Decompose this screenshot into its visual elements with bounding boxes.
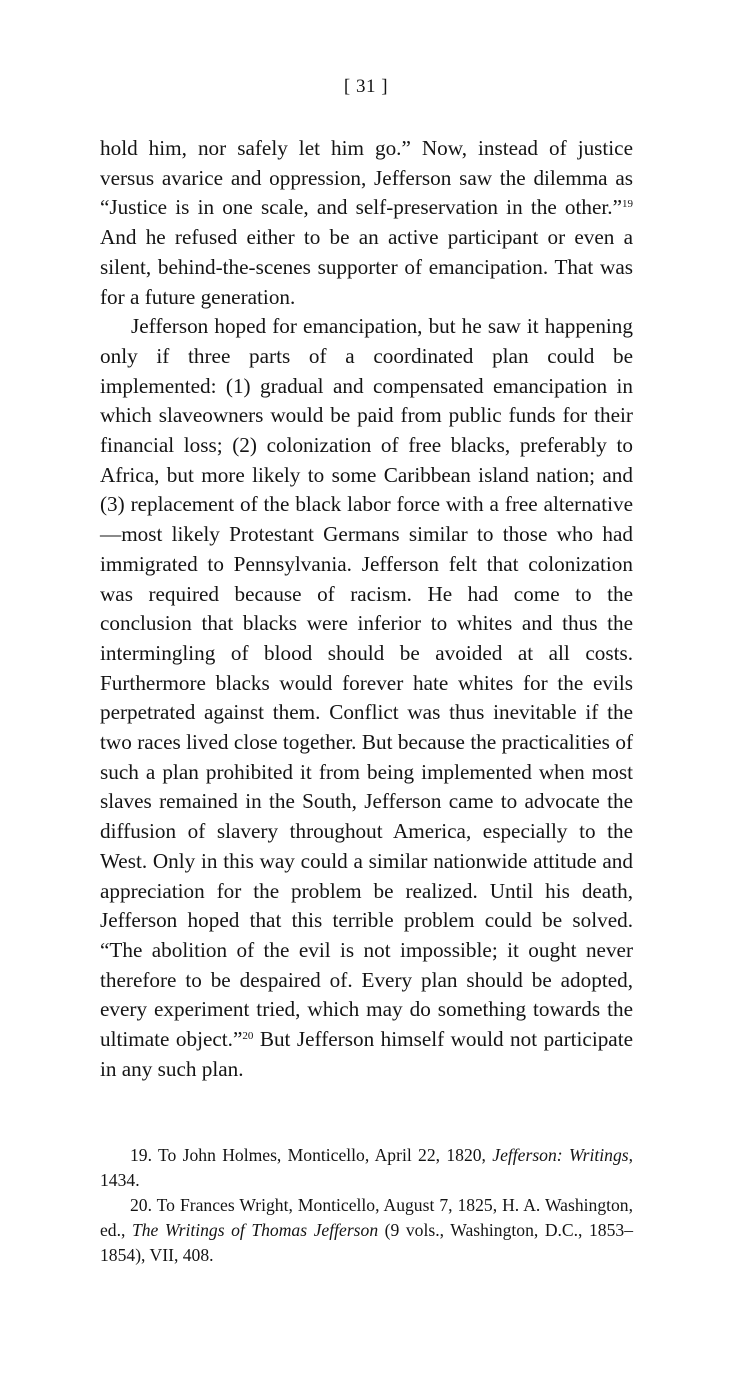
- paragraph-2: [100, 312, 633, 1084]
- paragraph-1-text-b: And he refused either to be an active participant or even a silent, behind-the-scenes supporter of emancipation. That was for a future generation.: [100, 225, 633, 309]
- page-number: [ 31 ]: [343, 76, 389, 97]
- body-text: [100, 134, 633, 1085]
- footnotes: [100, 1143, 633, 1268]
- paragraph-2-text-b: But Jefferson himself would not participate in any such plan.: [100, 1027, 633, 1081]
- footnote-19-lead: 19. To John Holmes, Monticello, April 22, 1820,: [130, 1145, 493, 1165]
- footnote-19-tail: , 1434.: [100, 1145, 633, 1190]
- paragraph-1: [100, 134, 633, 312]
- footnote-20: [100, 1193, 633, 1268]
- footnote-20-lead: 20. To Frances Wright, Monticello, August 7, 1825, H. A. Washington, ed.,: [100, 1195, 633, 1240]
- footnote-20-title: The Writings of Thomas Jefferson: [131, 1220, 379, 1240]
- footnote-ref-19[interactable]: 19: [622, 198, 633, 211]
- footnote-19: [100, 1143, 633, 1193]
- paragraph-2-text-a: Jefferson hoped for emancipation, but he saw it happening only if three parts of a coordinated plan could be implemented: (1) gradual and compensated emancipation in which slaveowners would be paid from public funds for their financial loss; (2) colonization of free blacks, preferably to Africa, but more likely to some Caribbean island nation; and (3) replacement of the black labor force with a free alternative—most likely Protestant Germans similar to those who had immigrated to Pennsylvania. Jefferson felt that colonization was required because of racism. He had come to the conclusion that blacks were inferior to whites and thus the intermingling of blood should be avoided at all costs. Furthermore blacks would forever hate whites for the evils perpetrated against them. Conflict was thus inevitable if the two races lived close together. But because the practicalities of such a plan prohibited it from being implemented when most slaves remained in the South, Jefferson came to advocate the diffusion of slavery throughout America, especially to the West. Only in this way could a similar nationwide attitude and appreciation for the problem be realized. Until his death, Jefferson hoped that this terrible problem could be solved. “The abolition of the evil is not impossible; it ought never therefore to be despaired of. Every plan should be adopted, every experiment tried, which may do something towards the ultimate object.”: [100, 314, 633, 1052]
- paragraph-1-text-a: hold him, nor safely let him go.” Now, instead of justice versus avarice and oppression, Jefferson saw the dilemma as “Justice is in one scale, and self-preservation in the other.”: [100, 136, 633, 220]
- footnote-ref-20[interactable]: 20: [242, 1030, 254, 1043]
- footnote-20-tail: (9 vols., Washington, D.C., 1853–1854), VII, 408.: [100, 1220, 633, 1265]
- footnote-19-title: Jefferson: Writings: [492, 1145, 629, 1165]
